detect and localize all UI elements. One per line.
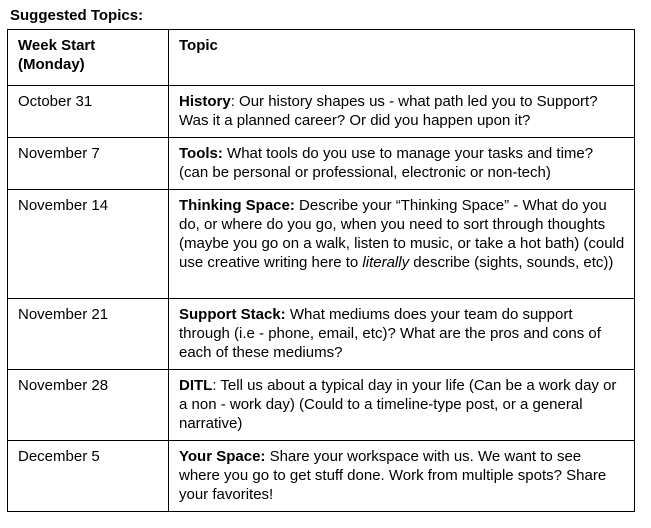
week-cell: December 5 [8, 441, 169, 512]
topic-cell [169, 190, 635, 299]
topic-title: DITL [179, 377, 213, 394]
table-header-row [8, 30, 635, 86]
topic-cell [169, 370, 635, 441]
week-cell: November 21 [8, 299, 169, 370]
week-cell: November 7 [8, 138, 169, 190]
suggested-topics-heading: Suggested Topics: [10, 7, 144, 24]
topic-description: Share your workspace with us. We want to see where you go to get stuff done. Work from multiple spots? Share your favorites! [179, 448, 607, 503]
table-row [8, 441, 635, 512]
topic-title: Thinking Space: [179, 197, 295, 214]
topic-title: Tools: [179, 145, 223, 162]
week-cell: November 14 [8, 190, 169, 299]
table-row [8, 86, 635, 138]
topic-emphasis: literally [362, 254, 410, 271]
table-row [8, 299, 635, 370]
week-start-header [8, 30, 169, 86]
table-row [8, 138, 635, 190]
week-cell: October 31 [8, 86, 169, 138]
table-row [8, 190, 635, 299]
topic-description: : Tell us about a typical day in your life (Can be a work day or a non - work day) (Could to a timeline-type post, or a general narrative) [179, 377, 617, 432]
topic-cell [169, 86, 635, 138]
topic-header: Topic [169, 30, 635, 86]
week-cell: November 28 [8, 370, 169, 441]
topic-cell [169, 138, 635, 190]
topic-description: What mediums does your team do support through (i.e - phone, email, etc)? What are the pros and cons of each of these mediums? [179, 306, 601, 361]
week-start-header-line1: Week Start [18, 37, 96, 54]
topic-cell [169, 299, 635, 370]
topic-title: History [179, 93, 231, 110]
topic-description: : Our history shapes us - what path led you to Support? Was it a planned career? Or did you happen upon it? [179, 93, 598, 129]
topic-title: Your Space: [179, 448, 266, 465]
topic-description: What tools do you use to manage your tasks and time? (can be personal or professional, electronic or non-tech) [179, 145, 594, 181]
topic-title: Support Stack: [179, 306, 286, 323]
topic-cell [169, 441, 635, 512]
week-start-header-line2: (Monday) [18, 56, 85, 73]
topic-description: Describe your “Thinking Space” - What do you do, or where do you go, when you need to sort through thoughts (maybe you go on a walk, listen to music, or take a hot bath) (could use creative writing here to [179, 197, 625, 271]
table-row [8, 370, 635, 441]
topic-description-end: describe (sights, sounds, etc)) [409, 254, 614, 271]
topics-table [7, 29, 635, 512]
